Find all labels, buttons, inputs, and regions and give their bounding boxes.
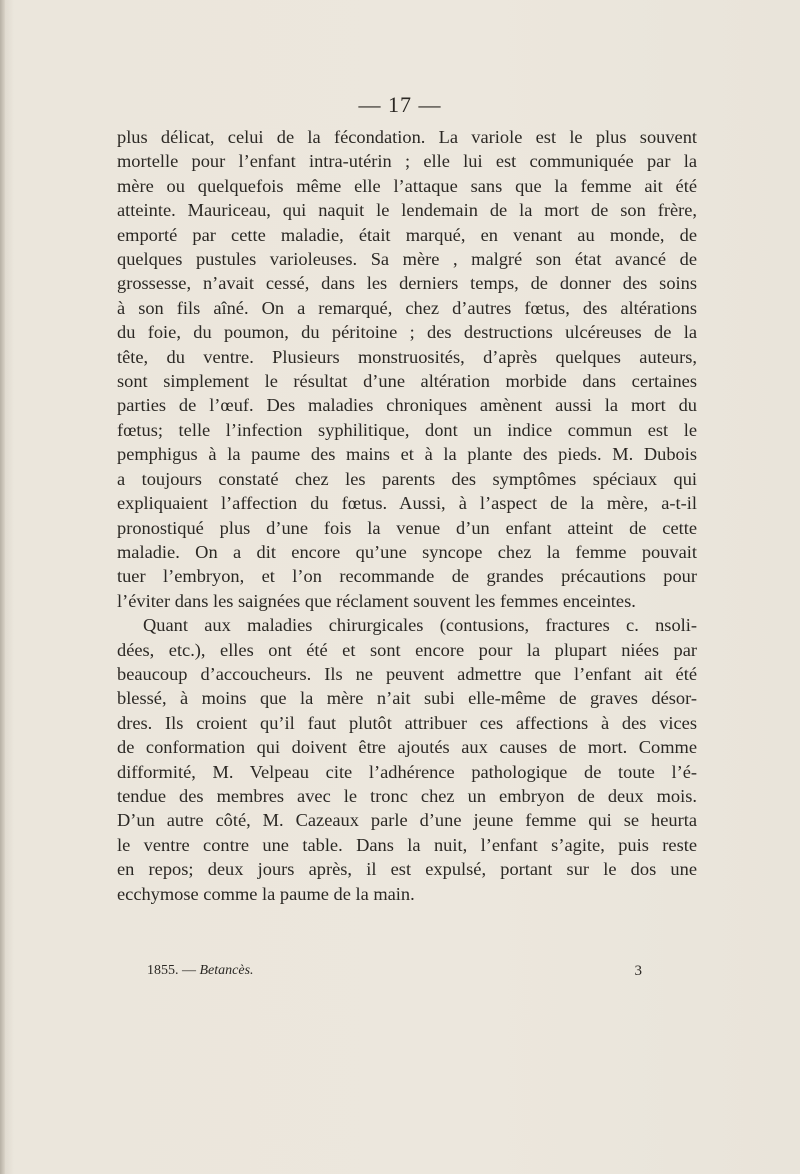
signature-year: 1855. —: [147, 963, 196, 978]
body-text: [117, 125, 697, 906]
text-line: ecchymose comme la paume de la main.: [117, 883, 415, 904]
text-line: maladie. On a dit encore qu’une syncope chez la femme pouvait: [117, 541, 697, 562]
text-line: expliquaient l’affection du fœtus. Aussi, à l’aspect de la mère, a-t-il: [117, 493, 697, 514]
text-line: tête, du ventre. Plusieurs monstruosités, d’après quelques auteurs,: [117, 346, 697, 367]
text-line: fœtus; telle l’infection syphilitique, dont un indice commun est le: [117, 419, 697, 440]
text-line: tuer l’embryon, et l’on recommande de grandes précautions pour: [117, 566, 697, 587]
signature-line: [147, 963, 642, 987]
text-line: plus délicat, celui de la fécondation. La variole est le plus souvent: [117, 127, 697, 147]
text-line: parties de l’œuf. Des maladies chroniques amènent aussi la mort du: [117, 395, 697, 416]
text-line: en repos; deux jours après, il est expulsé, portant sur le dos une: [117, 859, 697, 880]
text-line: beaucoup d’accoucheurs. Ils ne peuvent admettre que l’enfant ait été: [117, 663, 697, 684]
text-line: mère ou quelquefois même elle l’attaque sans que la femme ait été: [117, 175, 697, 196]
text-line: l’éviter dans les saignées que réclament souvent les femmes enceintes.: [117, 590, 636, 611]
text-line: mortelle pour l’enfant intra-utérin ; elle lui est communiquée par la: [117, 151, 697, 172]
text-line: difformité, M. Velpeau cite l’adhérence pathologique de toute l’é-: [117, 761, 697, 782]
text-line: D’un autre côté, M. Cazeaux parle d’une jeune femme qui se heurta: [117, 810, 697, 831]
page-number-header: — 17 —: [358, 92, 442, 117]
text-line: quelques pustules varioleuses. Sa mère , malgré son état avancé de: [117, 249, 697, 270]
text-line: a toujours constaté chez les parents des symptômes spéciaux qui: [117, 468, 697, 489]
text-line: tendue des membres avec le tronc chez un embryon de deux mois.: [117, 785, 697, 806]
printer-signature: [147, 963, 254, 979]
signature-number: 3: [634, 963, 642, 979]
text-line: du foie, du poumon, du péritoine ; des destructions ulcéreuses de la: [117, 322, 697, 343]
text-line: emporté par cette maladie, était marqué, en venant au monde, de: [117, 224, 697, 245]
text-line: Quant aux maladies chirurgicales (contusions, fractures c. nsoli-: [143, 615, 697, 636]
text-line: sont simplement le résultat d’une altération morbide dans certaines: [117, 371, 697, 392]
text-line: dées, etc.), elles ont été et sont encore pour la plupart niées par: [117, 639, 697, 660]
text-line: dres. Ils croient qu’il faut plutôt attribuer ces affections à des vices: [117, 712, 697, 733]
text-line: de conformation qui doivent être ajoutés aux causes de mort. Comme: [117, 737, 697, 758]
binding-edge: [0, 0, 5, 1174]
text-line: pronostiqué plus d’une fois la venue d’un enfant atteint de cette: [117, 517, 697, 538]
text-line: grossesse, n’avait cessé, dans les derniers temps, de donner des soins: [117, 273, 697, 294]
text-line: à son fils aîné. On a remarqué, chez d’autres fœtus, des altérations: [117, 297, 697, 318]
text-line: pemphigus à la paume des mains et à la plante des pieds. M. Dubois: [117, 444, 697, 465]
text-line: blessé, à moins que la mère n’ait subi elle-même de graves désor-: [117, 688, 697, 709]
text-line: atteinte. Mauriceau, qui naquit le lendemain de la mort de son frère,: [117, 200, 697, 221]
signature-author: Betancès.: [199, 963, 254, 978]
text-line: le ventre contre une table. Dans la nuit, l’enfant s’agite, puis reste: [117, 834, 697, 855]
